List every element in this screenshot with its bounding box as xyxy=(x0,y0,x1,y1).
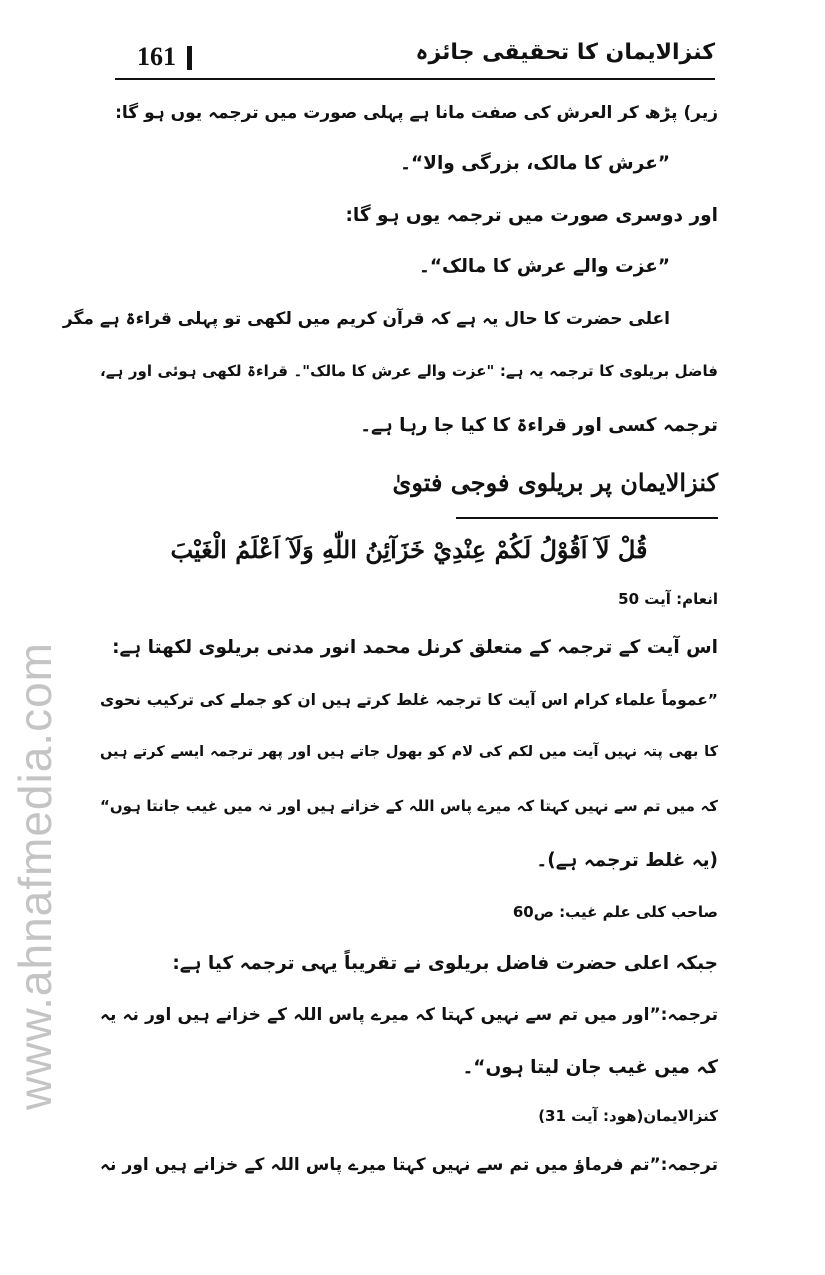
book-title: کنزالایمان کا تحقیقی جائزہ xyxy=(415,40,715,65)
text-line: زیر) پڑھ کر العرش کی صفت مانا ہے پہلی صورت میں ترجمہ یوں ہو گا: xyxy=(115,103,718,123)
quote-line: ”عموماً علماء کرام اس آیت کا ترجمہ غلط کرتے ہیں ان کو جملے کی ترکیب نحوی xyxy=(100,691,718,709)
page-number: 161 xyxy=(137,42,176,71)
text-line: جبکہ اعلی حضرت فاضل بریلوی نے تقریباً یہی ترجمہ کیا ہے: xyxy=(172,953,718,974)
text-line: اس آیت کے ترجمہ کے متعلق کرنل محمد انور مدنی بریلوی لکھتا ہے: xyxy=(112,637,718,658)
translation-line: ترجمہ:”اور میں تم سے نہیں کہتا کہ میرے پاس اللہ کے خزانے ہیں اور نہ یہ xyxy=(100,1005,718,1025)
kanz-reference: کنزالایمان(ھود: آیت 31) xyxy=(538,1107,718,1125)
translation-line: کہ میں غیب جان لیتا ہوں“۔ xyxy=(462,1057,718,1078)
quote-line: کا بھی پتہ نہیں آیت میں لکم کی لام کو بھول جاتے ہیں اور پھر ترجمہ ایسے کرتے ہیں xyxy=(100,744,718,760)
translation-line: ترجمہ:”تم فرماؤ میں تم سے نہیں کہتا میرے پاس اللہ کے خزانے ہیں اور نہ xyxy=(100,1155,718,1175)
text-line: فاضل بریلوی کا ترجمہ یہ ہے: "عزت والے عرش کا مالک"۔ قراءۃ لکھی ہوئی اور ہے، xyxy=(100,362,718,380)
page-body xyxy=(62,0,718,1275)
section-heading-rule xyxy=(456,517,718,519)
quote-line: ”عزت والے عرش کا مالک“۔ xyxy=(419,256,670,277)
quote-line: (یہ غلط ترجمہ ہے)۔ xyxy=(536,850,718,871)
source-reference: صاحب کلی علم غیب: ص60 xyxy=(512,903,718,921)
text-line: ترجمہ کسی اور قراءۃ کا کیا جا رہا ہے۔ xyxy=(360,415,718,436)
text-line: اور دوسری صورت میں ترجمہ یوں ہو گا: xyxy=(345,205,718,226)
text-line: اعلی حضرت کا حال یہ ہے کہ قرآن کریم میں لکھی تو پہلی قراءۃ ہے مگر xyxy=(62,309,670,329)
quran-verse: قُلْ لَآ اَقُوْلُ لَكُمْ عِنْدِيْ خَزَآئِنُ اللّٰهِ وَلَآ اَعْلَمُ الْغَيْبَ xyxy=(170,535,648,564)
verse-reference: انعام: آیت 50 xyxy=(618,590,718,608)
watermark: www.ahnafmedia.com xyxy=(9,642,61,1110)
quote-line: کہ میں تم سے نہیں کہتا کہ میرے پاس اللہ کے خزانے ہیں اور نہ میں غیب جانتا ہوں“ xyxy=(100,797,718,815)
quote-line: ”عرش کا مالک، بزرگی والا“۔ xyxy=(400,153,670,174)
section-heading: کنزالایمان پر بریلوی فوجی فتویٰ xyxy=(392,468,718,497)
